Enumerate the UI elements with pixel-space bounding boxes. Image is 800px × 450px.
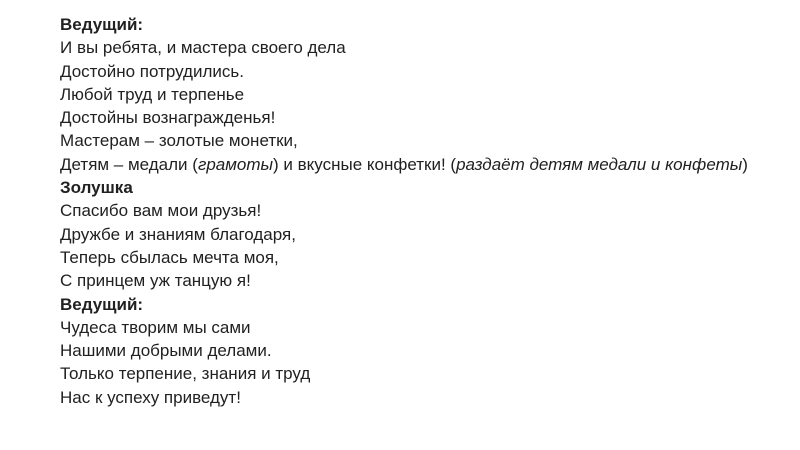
line-text: С принцем уж танцую я!	[60, 271, 251, 291]
line-text: Чудеса творим мы сами	[60, 317, 251, 337]
script-line	[60, 129, 780, 152]
speaker-name: Ведущий:	[60, 294, 144, 314]
script-line	[60, 106, 780, 129]
script-line	[60, 153, 780, 176]
script-line	[60, 293, 780, 316]
script-line	[60, 269, 780, 292]
script-line	[60, 199, 780, 222]
line-text: Теперь сбылась мечта моя,	[60, 247, 279, 267]
line-text: Нашими добрыми делами.	[60, 341, 272, 361]
script-line	[60, 83, 780, 106]
script-line	[60, 60, 780, 83]
speaker-name: Ведущий:	[60, 15, 144, 34]
line-text: Дружбе и знаниям благодаря,	[60, 224, 296, 244]
stage-direction: грамоты	[197, 154, 274, 174]
script-line	[60, 386, 780, 409]
script-line	[60, 223, 780, 246]
script-line	[60, 316, 780, 339]
line-text: Только терпение, знания и труд	[60, 364, 311, 384]
script-line	[60, 246, 780, 269]
line-text: Достойны вознагражденья!	[60, 108, 276, 128]
line-text: Любой труд и терпенье	[60, 84, 245, 104]
line-text: Детям – медали (	[60, 154, 198, 174]
line-text: Достойно потрудились.	[60, 61, 244, 81]
line-text: Мастерам – золотые монетки,	[60, 131, 298, 151]
stage-direction: раздаёт детям медали и конфеты	[456, 154, 743, 174]
line-text: Спасибо вам мои друзья!	[60, 201, 262, 221]
line-text: И вы ребята, и мастера своего дела	[60, 38, 346, 58]
speaker-name: Золушка	[60, 178, 133, 198]
script-line	[60, 176, 780, 199]
line-text: Нас к успеху приведут!	[60, 387, 241, 407]
script-line	[60, 36, 780, 59]
line-text: ) и вкусные конфетки! (	[273, 154, 457, 174]
script-text	[60, 13, 780, 409]
script-line	[60, 13, 780, 36]
line-text: )	[742, 154, 748, 174]
script-line	[60, 339, 780, 362]
script-line	[60, 362, 780, 385]
